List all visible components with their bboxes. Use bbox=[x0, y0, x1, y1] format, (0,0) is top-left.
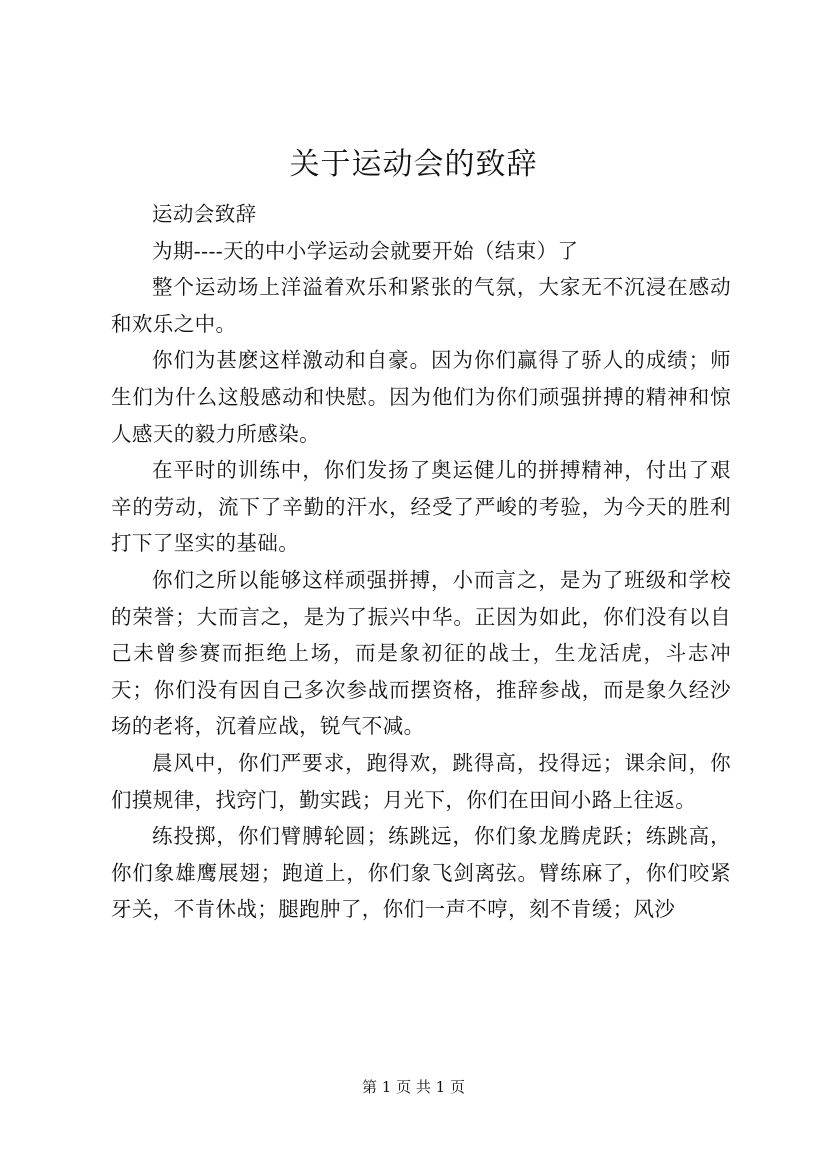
paragraph: 练投掷，你们臂膊轮圆；练跳远，你们象龙腾虎跃；练跳高，你们象雄鹰展翅；跑道上，你们象飞剑离弦。臂练麻了，你们咬紧牙关，不肯休战；腿跑肿了，你们一声不哼，刻不肯缓；风沙 bbox=[111, 824, 731, 922]
document-body bbox=[111, 196, 731, 928]
paragraph: 你们之所以能够这样顽强拼搏，小而言之，是为了班级和学校的荣誉；大而言之，是为了振兴中华。正因为如此，你们没有以自己未曾参赛而拒绝上场，而是象初征的战士，生龙活虎，斗志冲天；你们没有因自己多次参战而摆资格，推辞参战，而是象久经沙场的老将，沉着应战，锐气不减。 bbox=[111, 567, 731, 739]
paragraph: 运动会致辞 bbox=[152, 202, 257, 226]
paragraph: 晨风中，你们严要求，跑得欢，跳得高，投得远；课余间，你们摸规律，找窍门，勤实践；月光下，你们在田间小路上往返。 bbox=[111, 750, 731, 812]
paragraph: 你们为甚麽这样激动和自豪。因为你们赢得了骄人的成绩；师生们为什么这般感动和快慰。因为他们为你们顽强拼搏的精神和惊人感天的毅力所感染。 bbox=[111, 348, 731, 446]
page-footer: 第 1 页 共 1 页 bbox=[362, 1078, 465, 1096]
paragraph: 在平时的训练中，你们发扬了奥运健儿的拼搏精神，付出了艰辛的劳动，流下了辛勤的汗水，经受了严峻的考验，为今天的胜利打下了坚实的基础。 bbox=[111, 458, 731, 556]
paragraph: 整个运动场上洋溢着欢乐和紧张的气氛，大家无不沉浸在感动和欢乐之中。 bbox=[111, 275, 731, 336]
paragraph: 为期----天的中小学运动会就要开始（结束）了 bbox=[152, 238, 579, 263]
document-title: 关于运动会的致辞 bbox=[289, 147, 538, 182]
